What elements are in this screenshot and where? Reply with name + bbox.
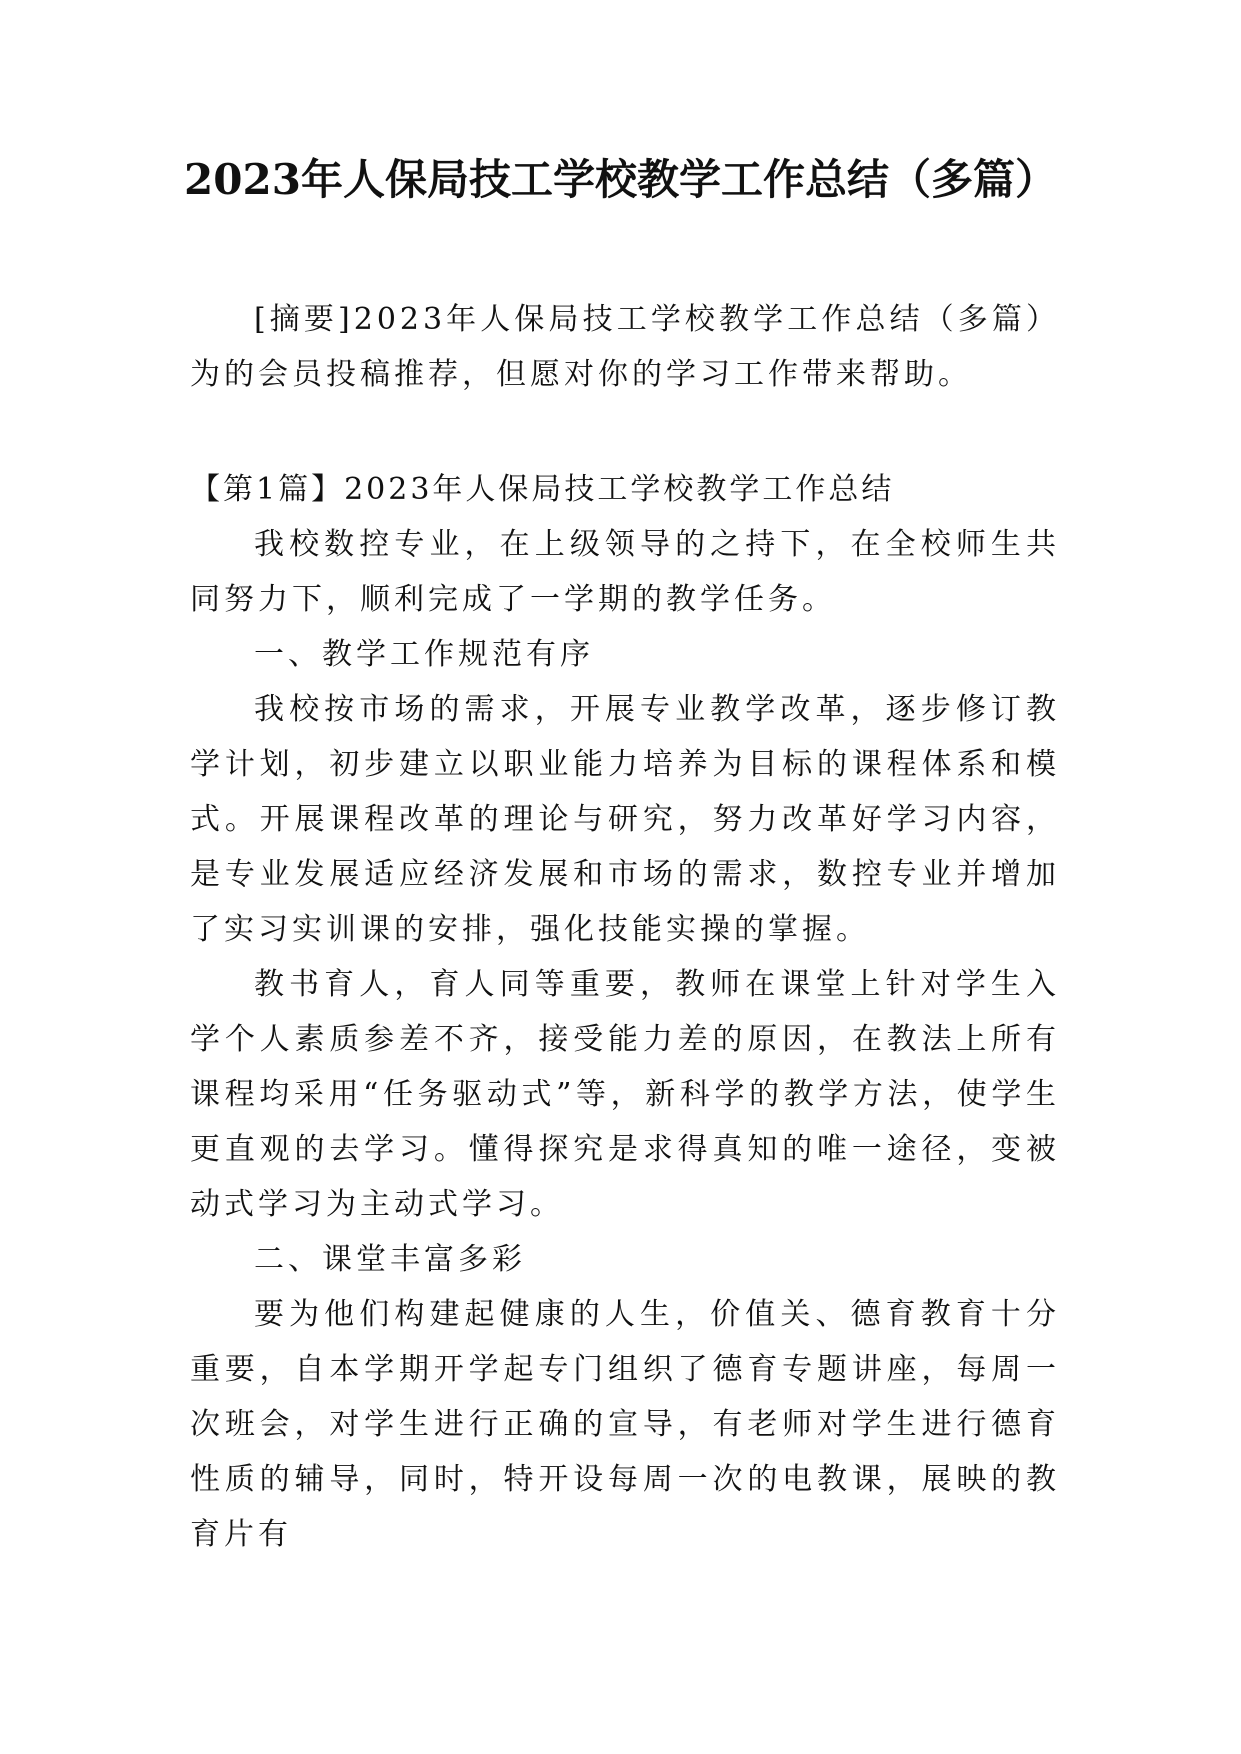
summary-block xyxy=(190,292,1060,402)
section-heading: 二、课堂丰富多彩 xyxy=(254,1242,526,1277)
section-heading: 一、教学工作规范有序 xyxy=(254,637,594,672)
article-body xyxy=(190,462,1060,1562)
summary-paragraph: [摘要]2023年人保局技工学校教学工作总结（多篇）为的会员投稿推荐，但愿对你的学习工作带来帮助。 xyxy=(190,302,1060,392)
body-paragraph: 我校数控专业，在上级领导的之持下，在全校师生共同努力下，顺利完成了一学期的教学任务。 xyxy=(190,527,1060,617)
document-title: 2023年人保局技工学校教学工作总结（多篇） xyxy=(184,155,1057,204)
body-paragraph: 要为他们构建起健康的人生，价值关、德育教育十分重要，自本学期开学起专门组织了德育专题讲座，每周一次班会，对学生进行正确的宣导，有老师对学生进行德育性质的辅导，同时，特开设每周一次的电教课，展映的教育片有 xyxy=(190,1297,1060,1552)
article-title: 【第1篇】2023年人保局技工学校教学工作总结 xyxy=(190,472,895,507)
body-paragraph: 教书育人，育人同等重要，教师在课堂上针对学生入学个人素质参差不齐，接受能力差的原因，在教法上所有课程均采用“任务驱动式”等，新科学的教学方法，使学生更直观的去学习。懂得探究是求得真知的唯一途径，变被动式学习为主动式学习。 xyxy=(190,967,1060,1222)
body-paragraph: 我校按市场的需求，开展专业教学改革，逐步修订教学计划，初步建立以职业能力培养为目标的课程体系和模式。开展课程改革的理论与研究，努力改革好学习内容，是专业发展适应经济发展和市场的需求，数控专业并增加了实习实训课的安排，强化技能实操的掌握。 xyxy=(190,692,1060,947)
